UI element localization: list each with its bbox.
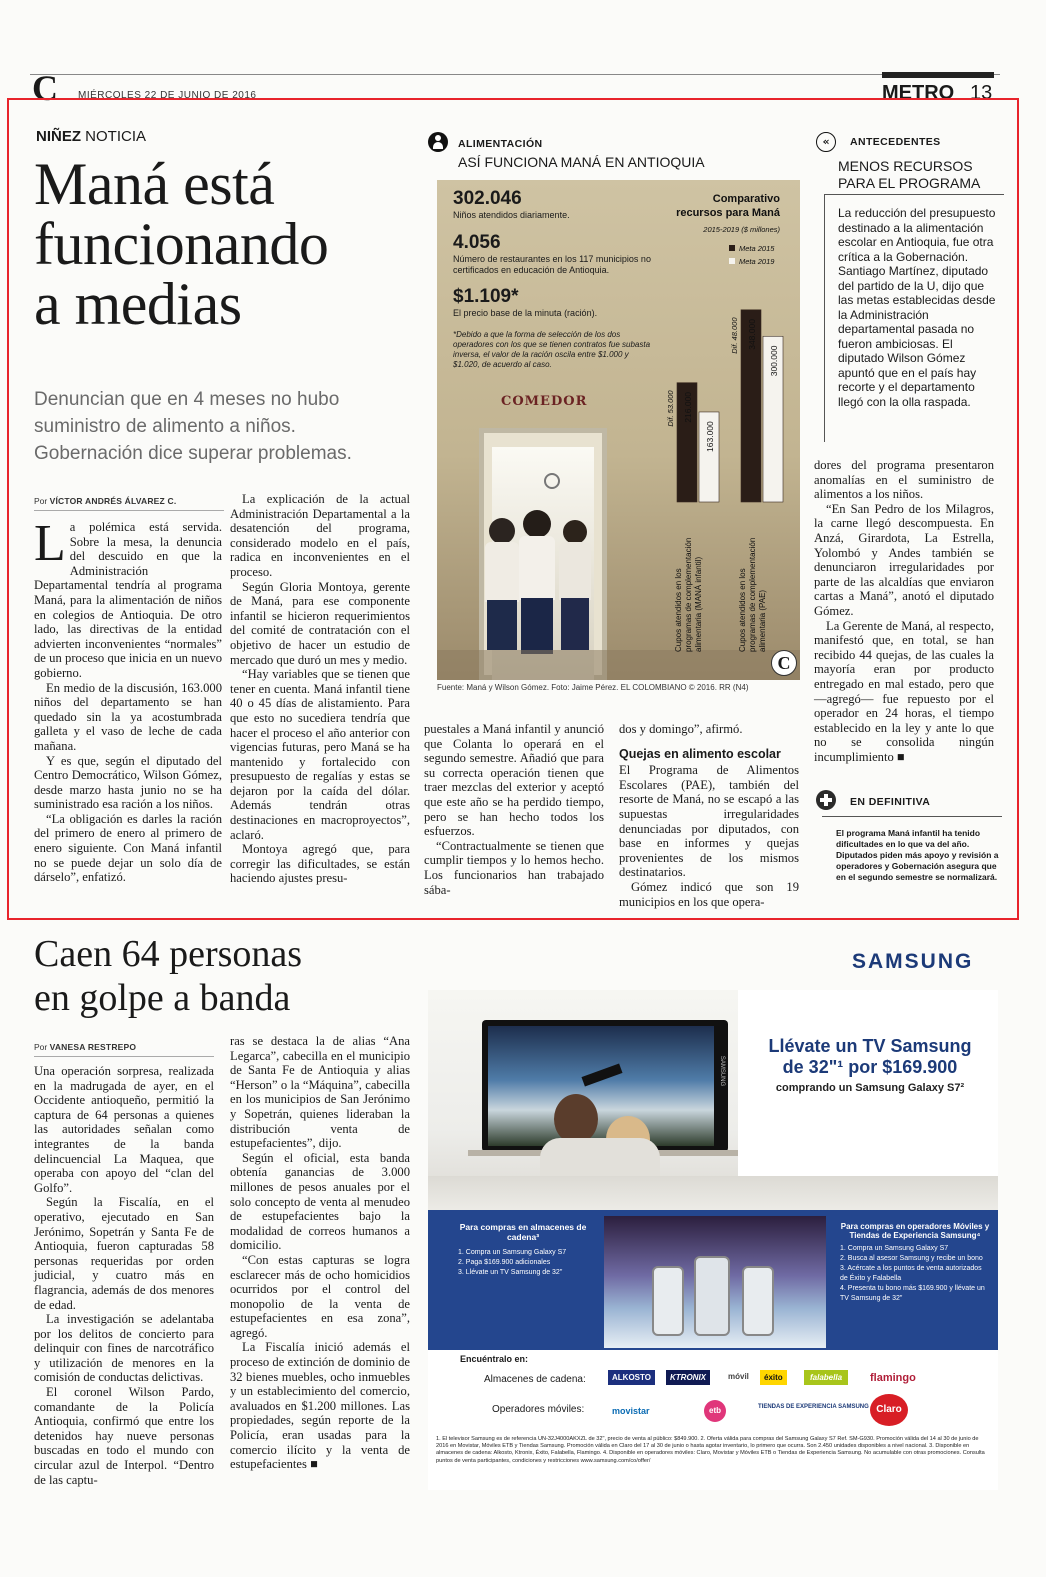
- section-name: METRO: [882, 82, 955, 104]
- issue-date: MIÉRCOLES 22 DE JUNIO DE 2016: [78, 90, 257, 101]
- article2-byline: Por VANESA RESTREPO: [34, 1042, 137, 1052]
- infographic-panel: [437, 180, 800, 680]
- en-definitiva-box: EN DEFINITIVA El programa Maná infantil ha tenido dificultades en lo que va del año. Diputados piden más apoyo y revisión a operadores y Gobernación asegura que en el segundo semestre se normalizará.: [814, 790, 1004, 900]
- ad-headline: Llévate un TV Samsung de 32"¹ por $169.900 comprando un Samsung Galaxy S7²: [768, 1036, 972, 1094]
- article-byline: Por VÍCTOR ANDRÉS ÁLVAREZ C.: [34, 496, 177, 506]
- infographic-title: ASÍ FUNCIONA MANÁ EN ANTIOQUIA: [458, 154, 705, 170]
- section-heading: Quejas en alimento escolar: [619, 746, 781, 761]
- samsung-ad: [428, 990, 998, 1490]
- offer-box-right: Para compras en operadores Móviles y Tiendas de Experiencia Samsung⁴ 1. Compra un Samsung Galaxy S7 2. Busca al asesor Samsung y recibe un bono 3. Acércate a los puntos de venta autorizados de Éxito y Falabella 4. Presenta tu bono más $169.900 y llévate un TV Samsung de 32": [840, 1222, 990, 1302]
- antecedentes-text: La reducción del presupuesto destinado a la alimentación escolar en Antioquia, fue otra crítica a la Gobernación. Santiago Martínez, diputado del partido de la U, dijo que las metas establecidas desde la Administración departamental pasada no fueron ambiciosas. El diputado Wilson Gómez apuntó que en el país hay recorte y el departamento llegó con la olla raspada.: [838, 206, 996, 409]
- masthead: [30, 60, 1000, 108]
- difference-label-1: Dif. 53.000: [666, 390, 675, 427]
- bar-value-label-1-2: 163.000: [705, 421, 715, 452]
- comedor-sign: COMEDOR: [501, 394, 588, 409]
- article-headline: Maná está funcionando a medias: [34, 151, 329, 337]
- bar-value-label-1-1: 216.000: [683, 391, 693, 423]
- page-number: 13: [970, 82, 993, 104]
- en-definitiva-text: El programa Maná infantil ha tenido dificultades en lo que va del año. Diputados piden más apoyo y revisión a operadores y Gobernación asegura que en el segundo semestre se normalizará.: [836, 828, 999, 882]
- category-label-2-line-2: programas de complementación: [748, 537, 757, 652]
- category-label-1-line-2: programas de complementación: [684, 537, 693, 652]
- article-column-2: La explicación de la actual Administración Departamental a la desatención del programa, considerado modelo en el país, radica en inconvenientes en el proceso. Según Gloria Montoya, gerente de Maná, para ese componente infantil se hicieron requerimientos del comité de contratación con el objetivo de hacer un estudio de mercado que duró un mes y medio. “Hay variables que se tienen que tener en cuenta. Maná infantil tiene 40 o 45 días de alistamiento. Para que esto no sucediera tendría que hacer el proceso el año anterior con vigencias futuras, pero Maná se ha mantenido y fortalecido con presupuesto de regalías y estas se dejaron por la caída del dólar. Además tendrán otras destinaciones en macroproyectos”, aclaró. Montoya agregó que, para corregir las dificultades, se están haciendo ajustes presu-: [230, 492, 410, 886]
- difference-label-2: Dif. 48.000: [730, 317, 739, 354]
- cross-icon: [816, 790, 836, 810]
- antecedentes-title: MENOS RECURSOS PARA EL PROGRAMA: [838, 158, 981, 191]
- antecedentes-box: « ANTECEDENTES MENOS RECURSOS PARA EL PROGRAMA La reducción del presupuesto destinado a la alimentación escolar en Antioquia, fue otra crítica a la Gobernación. Santiago Martínez, diputado del partido de la U, dijo que las metas establecidas desde la Administración departamental pasada no fueron ambiciosas. El diputado Wilson Gómez apuntó que en el país hay recorte y el departamento llegó con la olla raspada.: [814, 130, 1004, 450]
- article-subhead: Denuncian que en 4 meses no hubo suministro de alimento a niños. Gobernación dice superar problemas.: [34, 389, 352, 464]
- stat-1: 302.046 Niños atendidos diariamente.: [453, 188, 570, 220]
- resources-bar-chart: [637, 180, 800, 680]
- tv-brand-text: SAMSUNG: [719, 1055, 726, 1087]
- legend-label-2019: Meta 2019: [739, 257, 775, 266]
- article2-headline: Caen 64 personas en golpe a banda: [34, 933, 303, 1019]
- stat-2: 4.056 Número de restaurantes en los 117 municipios no certificados en educación de Antioquia.: [453, 232, 651, 275]
- mobile-operator-logos: [608, 1394, 988, 1428]
- legend-label-2015: Meta 2015: [739, 244, 775, 253]
- article-column-3: puestales a Maná infantil y anunció que Colanta lo operará en el segundo semestre. Añadió que para su correcta operación tienen que traer mezclas del exterior y aceptó que este año se ha perdido tiempo, pero se han hecho todos los esfuerzos. “Contractualmente se tienen que cumplir tiempos y lo hemos hecho. Los funcionarios han trabajado sába-: [424, 722, 604, 897]
- claro-logo: Claro: [870, 1394, 908, 1426]
- mobile-label: Operadores móviles:: [492, 1404, 585, 1415]
- article2-column-1: Una operación sorpresa, realizada en la madrugada de ayer, en el Occidente antioqueño, permitió la captura de 64 personas a quienes las autoridades señalan como integrantes de la banda delincuencial La Maquea, que operaba con apoyo del “clan del Golfo”. Según la Fiscalía, en el operativo, ejecutado en San Jerónimo, Sopetrán y Santa Fe de Antioquia, fueron capturadas 58 personas requeridas por orden judicial, y cuatro más en flagrancia, además de dos menores de edad. La investigación se adelantaba por los delitos de concierto para delinquir con fines de narcotráfico y utilización de menores en la comisión de conductas delictivas. El coronel Wilson Pardo, comandante de la Policía Antioquia, confirmó que entre los detenidos hay nueve personas buscadas en todo el mundo con circular azul de Interpol. “Dentro de las captu-: [34, 1064, 214, 1487]
- chart-subtitle: 2015-2019 ($ millones): [703, 225, 780, 234]
- infographic-footnote: *Debido a que la forma de selección de los dos operadores con los que se tienen contratos fue subasta inversa, el valor de la ración oscila entre $1.000 y $1.020, de acuerdo al caso.: [453, 330, 651, 369]
- legend-swatch-2015: [729, 245, 735, 251]
- person-icon: [428, 132, 448, 152]
- article-column-5: dores del programa presentaron anomalías en el suministro de alimentos a los niños. “En San Pedro de los Milagros, la carne llegó descompuesta. En Anzá, Girardota, La Estrella, Yolombó y Andes también se denunciaron irregularidades por parte de las alcaldías que enviaron cartas a Maná”, anotó el diputado Gómez. La Gerente de Maná, al respecto, manifestó que, en total, se han recibido 44 quejas, de las cuales la mayoría eran por producto entregado en mal estado, pero que —agregó— fue repuesto por el operador en 24 horas, el tiempo establecido en la ley y ante lo que no se consolida ningún incumplimiento ■: [814, 458, 994, 764]
- article2-column-2: ras se destaca la de alias “Ana Legarca”, cabecilla en el municipio de Santa Fe de Antioquia y alias “Herson” o la “Máquina”, cabecilla en los municipios de San Jerónimo y Sopetrán, quienes lideraban la distribución venta de estupefacientes”, dijo. Según el oficial, esta banda obtenía ganancias de 3.000 millones de pesos anuales por el solo concepto de venta al menudeo de estupefacientes bajo la modalidad de correos humanos a domicilio. “Con estas capturas se logra esclarecer más de ocho homicidios ocurridos por el control del monopolio de la venta de estupefacientes en esa zona”, agregó. La Fiscalía inició además el proceso de extinción de dominio de 32 bienes muebles, ocho inmuebles y un establecimiento del comercio, avaluados en $1.200 millones. Las propiedades, según reporte de la Policía, eran usadas para la comercio ilícito y la venta de estupefacientes ■: [230, 1034, 410, 1472]
- movil-logo: móvil: [728, 1372, 749, 1381]
- chart-title-line1: Comparativo: [712, 193, 780, 205]
- article-column-4: dos y domingo”, afirmó. Quejas en alimento escolar El Programa de Alimentos Escolares (PAE), también del resorte de Maná, no se escapó a las supuestas irregularidades denunciadas por diputados, con base en informes y quejas provenientes de los mismos destinatarios. Gómez indicó que son 19 municipios en los que opera-: [619, 722, 799, 909]
- article-column-1: La polémica está servida. Sobre la mesa, la denuncia del descuido en que la Administración Departamental tendría al programa Maná, para la alimentación de niños en colegios de Antioquia. De otro lado, las directivas de la entidad advierten inconvenientes “normales” de un proceso que inicia en un nuevo gobierno. En medio de la discusión, 163.000 niños del departamento se han quedado sin la ya acostumbrada galleta y el vaso de leche de cada mañana. Y es que, según el diputado del Centro Democrático, Wilson Gómez, desde marzo hasta junio no se ha suministrado esa ración a los niños. “La obligación es darles la ración del primero de enero al primero de enero siguiente. Con Maná infantil no se puede dejar un solo día de dárselo”, enfatizó.: [34, 515, 222, 885]
- find-label: Encuéntralo en:: [460, 1354, 529, 1364]
- samsung-logo: SAMSUNG: [852, 950, 974, 973]
- category-label-2-line-1: Cupos atendidos en los: [738, 568, 747, 652]
- stat-3: $1.109* El precio base de la minuta (ración).: [453, 286, 598, 318]
- flamingo-logo: flamingo: [870, 1372, 916, 1384]
- chain-label: Almacenes de cadena:: [484, 1374, 586, 1385]
- category-label-2-line-3: alimentaria (PAE): [758, 589, 767, 652]
- samsung-stores-logo: TIENDAS DE EXPERIENCIA SAMSUNG: [758, 1404, 869, 1410]
- chevrons-icon: «: [816, 132, 836, 152]
- category-label-1-line-3: alimentaria (MANÁ infantil): [694, 556, 703, 652]
- offer-box-left: Para compras en almacenes de cadena³ 1. Compra un Samsung Galaxy S7 2. Paga $169.900 adicionales 3. Llévate un TV Samsung de 32": [458, 1222, 587, 1276]
- exito-logo: éxito: [760, 1370, 787, 1385]
- category-label-1-line-1: Cupos atendidos en los: [674, 568, 683, 652]
- newspaper-logo: C: [32, 68, 58, 108]
- chart-title-line2: recursos para Maná: [676, 207, 780, 219]
- etb-logo: etb: [704, 1400, 726, 1422]
- el-colombiano-logo: C: [771, 650, 797, 676]
- chain-store-logos: [608, 1366, 988, 1392]
- bar-value-label-2-1: 348.000: [747, 319, 757, 350]
- article-kicker: NIÑEZ NOTICIA: [36, 128, 147, 145]
- falabella-logo: falabella: [804, 1370, 848, 1385]
- bar-value-label-2-2: 300.000: [769, 345, 779, 377]
- drop-cap: L: [34, 515, 66, 572]
- movistar-logo: movistar: [612, 1406, 650, 1416]
- alkosto-logo: ALKOSTO: [608, 1370, 655, 1385]
- galaxy-phones-image: [604, 1216, 826, 1348]
- ktronix-logo: KTRONIX: [666, 1370, 710, 1385]
- infographic-header: ALIMENTACIÓN ASÍ FUNCIONA MANÁ EN ANTIOQUIA: [424, 130, 804, 174]
- ad-fineprint: 1. El televisor Samsung es de referencia UN-32J4000AKXZL de 32", precio de venta al público: $849.900. 2. Oferta válida para compras del Samsung Galaxy S7 Ref. SM-G930. Promoción válida del 14 al 30 de junio de 2016 en Movistar, Móviles ETB y Tiendas Samsung. Promoción válida en Claro del 17 al 30 de junio o hasta agotar inventario, lo primero que ocurra. Son 2.450 unidades disponibles a nivel nacional. 3. Disponible en almacenes de cadena: Alkosto, Ktronix, Éxito, Falabella, Flamingo. 4. Disponible en operadores móviles: Claro, Movistar y Móviles ETB o Tiendas de Experiencia Samsung. No acumulable con otras promociones. Consulta puntos de venta participantes, condiciones y restricciones www.samsung.com/co/offer/: [436, 1436, 985, 1464]
- infographic-credit: Fuente: Maná y Wilson Gómez. Foto: Jaime Pérez. EL COLOMBIANO © 2016. RR (N4): [437, 683, 749, 692]
- legend-swatch-2019: [729, 258, 735, 264]
